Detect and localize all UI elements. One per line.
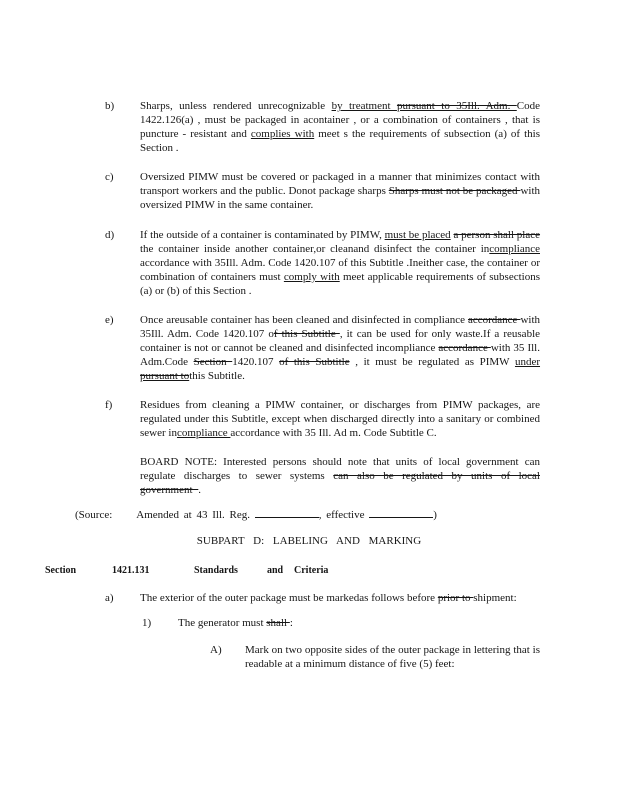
item-1-label: 1) (142, 617, 152, 629)
item-b-text: Sharps, unless rendered unrecognizable by treatment pursuant to 35Ill. Adm. Code 1422.126(a) , must be packaged in acontainer , or a combination of containers , that is puncture - resistant and complies with meet s the requirements of subsection (a) of this Section . (140, 100, 540, 154)
item-1 (142, 616, 540, 630)
section-heading: Section 1421.131 Standards and Criteria (45, 565, 329, 576)
board-note (140, 455, 540, 497)
item-d (105, 228, 540, 298)
document-body (0, 99, 618, 671)
item-a-text: The exterior of the outer package must be markedas follows before prior to shipment: (140, 592, 517, 604)
item-f-label: f) (105, 399, 113, 411)
fill-in-blank (255, 507, 319, 518)
item-b-label: b) (105, 100, 115, 112)
item-e (105, 313, 540, 383)
subpart-heading: SUBPART D: LABELING AND MARKING (196, 535, 422, 547)
item-a-label: a) (105, 592, 114, 604)
item-d-text: If the outside of a container is contaminated by PIMW, must be placed a person shall place the container inside another container,or cleanand disinfect the container incompliance accordance with 35Ill. Adm. Code 1420.107 of this Subtitle .Ineither case, the container or combination of containers must comply with meet applicable requirements of subsections (a) or (b) of this Section . (140, 229, 541, 297)
item-a (105, 591, 540, 605)
item-e-text: Once areusable container has been cleaned and disinfected in compliance accordance with 35Ill. Adm. Code 1420.107 of this Subtitle , it can be used for only waste.If a reusable container is not or cannot be cleaned and disinfected incompliance accordance with 35 Ill. Adm.Code Section 1420.107 of this Subtitle , it must be regulated as PIMW under pursuant tothis Subtitle. (140, 314, 541, 382)
board-note-text: BOARD NOTE: Interested persons should note that units of local government can regulate discharges to sewer systems can also be regulated by units of local government . (140, 456, 540, 496)
item-A (210, 643, 540, 671)
item-b (105, 99, 540, 155)
fill-in-blank (369, 507, 433, 518)
source-line: (Source: Amended at 43 Ill. Reg. , effective ) (75, 509, 437, 521)
item-e-label: e) (105, 314, 114, 326)
item-c-text: Oversized PIMW must be covered or packaged in a manner that minimizes contact with transport workers and the public. Donot package sharps Sharps must not be packaged with oversized PIMW in the same container. (140, 171, 540, 211)
item-1-text: The generator must shall : (178, 617, 293, 629)
item-c (105, 170, 540, 212)
item-f-text: Residues from cleaning a PIMW container, or discharges from PIMW packages, are regulated under this Subtitle, except when discharged directly into a sanitary or combined sewer incompliance accordance with 35 Ill. Ad m. Code Subtitle C. (140, 399, 540, 439)
item-c-label: c) (105, 171, 114, 183)
item-f (105, 398, 540, 440)
item-A-text: Mark on two opposite sides of the outer package in lettering that is readable at a minimum distance of five (5) feet: (245, 644, 540, 670)
item-A-label: A) (210, 644, 222, 656)
item-d-label: d) (105, 229, 115, 241)
